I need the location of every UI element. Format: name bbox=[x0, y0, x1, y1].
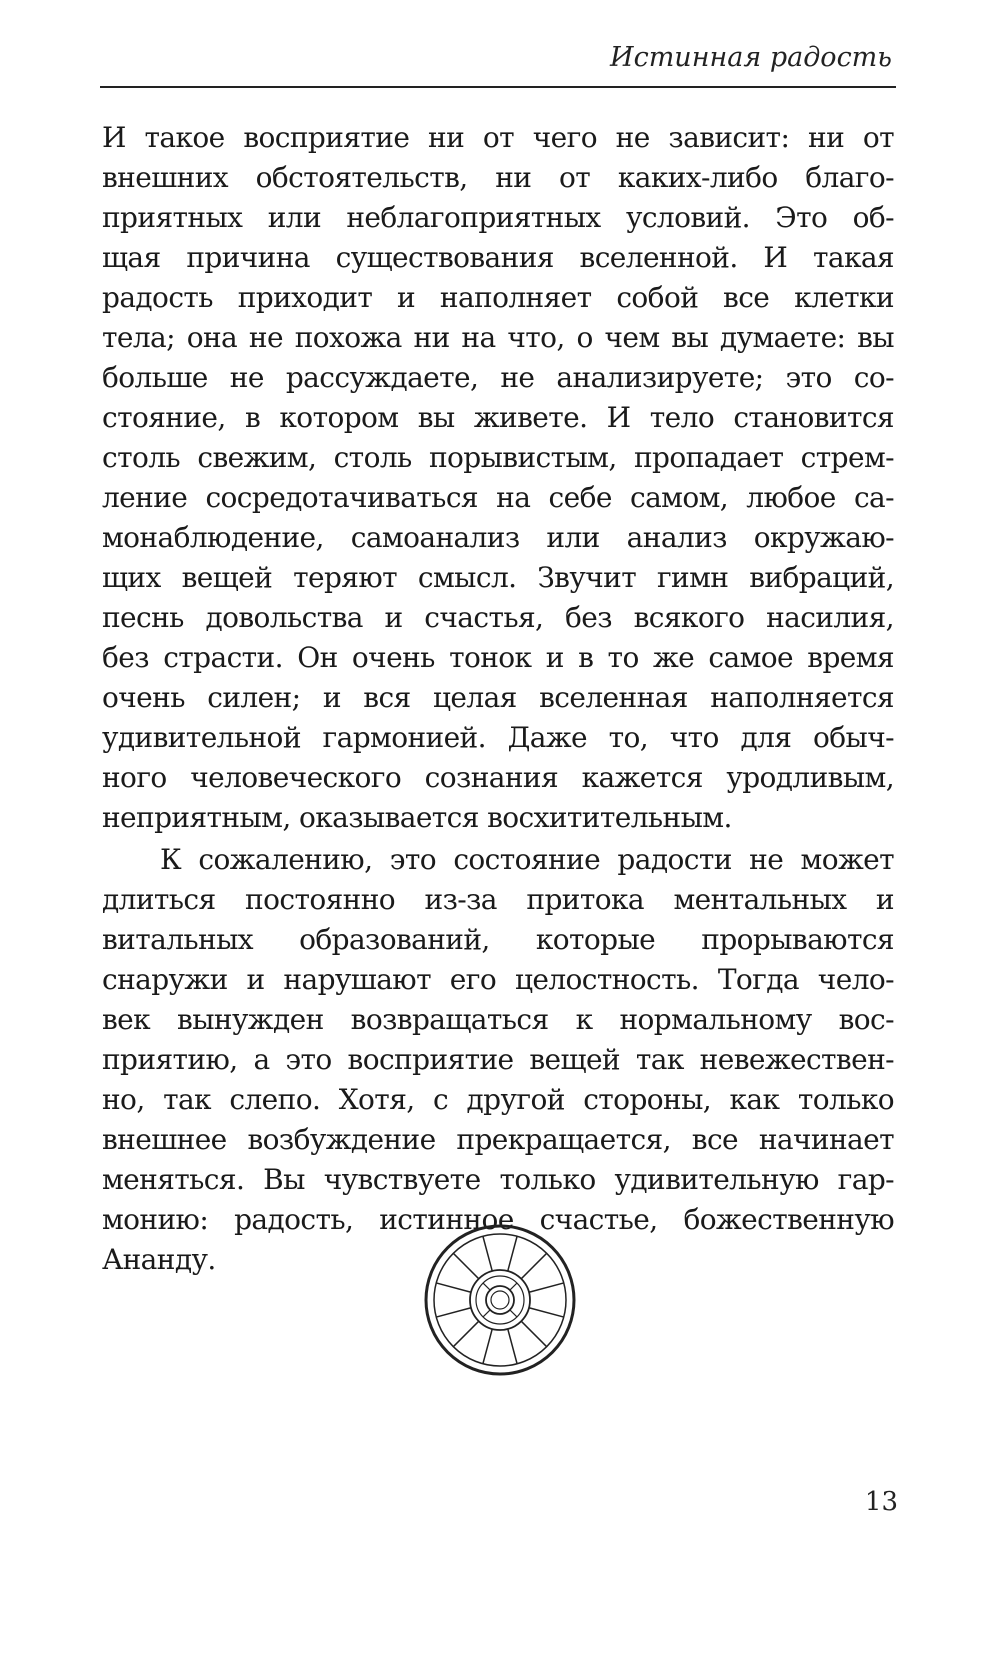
text-line: стояние, в котором вы живете. И тело становится bbox=[102, 401, 894, 434]
text-line: монию: радость, истинное счастье, божественную bbox=[102, 1203, 894, 1236]
text-line: снаружи и нарушают его целостность. Тогда чело- bbox=[102, 963, 894, 996]
text-line: ление сосредотачиваться на себе самом, любое са- bbox=[102, 481, 894, 514]
text-line: щая причина существования вселенной. И такая bbox=[102, 241, 894, 274]
text-line: К сожалению, это состояние радости не может bbox=[160, 843, 894, 876]
body-text bbox=[102, 118, 894, 1280]
text-line: песнь довольства и счастья, без всякого насилия, bbox=[102, 601, 894, 634]
text-line: без страсти. Он очень тонок и в то же самое время bbox=[102, 641, 894, 674]
running-head-title: Истинная радость bbox=[610, 42, 892, 73]
paragraph-2 bbox=[102, 840, 894, 1280]
text-line: приятию, а это восприятие вещей так невежествен- bbox=[102, 1043, 894, 1076]
text-line: щих вещей теряют смысл. Звучит гимн вибраций, bbox=[102, 561, 894, 594]
running-head bbox=[100, 38, 896, 88]
text-line: витальных образований, которые прорываются bbox=[102, 923, 894, 956]
text-line: столь свежим, столь порывистым, пропадает стрем- bbox=[102, 441, 894, 474]
text-line: удивительной гармонией. Даже то, что для обыч- bbox=[102, 721, 894, 754]
text-line: неприятным, оказывается восхитительным. bbox=[102, 801, 732, 834]
text-line: очень силен; и вся целая вселенная наполняется bbox=[102, 681, 894, 714]
text-line: длиться постоянно из-за притока ментальных и bbox=[102, 883, 894, 916]
text-line: приятных или неблагоприятных условий. Это об- bbox=[102, 201, 894, 234]
text-line: монаблюдение, самоанализ или анализ окружаю- bbox=[102, 521, 894, 554]
text-line: тела; она не похожа ни на что, о чем вы думаете: вы bbox=[102, 321, 894, 354]
wheel-ornament-icon bbox=[420, 1220, 580, 1380]
text-line: ного человеческого сознания кажется уродливым, bbox=[102, 761, 894, 794]
text-line: внешних обстоятельств, ни от каких-либо благо- bbox=[102, 161, 894, 194]
text-line: внешнее возбуждение прекращается, все начинает bbox=[102, 1123, 894, 1156]
page-number: 13 bbox=[864, 1487, 898, 1517]
text-line: Ананду. bbox=[102, 1243, 216, 1276]
text-line: И такое восприятие ни от чего не зависит: ни от bbox=[102, 121, 894, 154]
paragraph-1 bbox=[102, 118, 894, 838]
text-line: меняться. Вы чувствуете только удивительную гар- bbox=[102, 1163, 894, 1196]
text-line: больше не рассуждаете, не анализируете; это со- bbox=[102, 361, 894, 394]
text-line: радость приходит и наполняет собой все клетки bbox=[102, 281, 894, 314]
text-line: век вынужден возвращаться к нормальному вос- bbox=[102, 1003, 894, 1036]
text-line: но, так слепо. Хотя, с другой стороны, как только bbox=[102, 1083, 894, 1116]
